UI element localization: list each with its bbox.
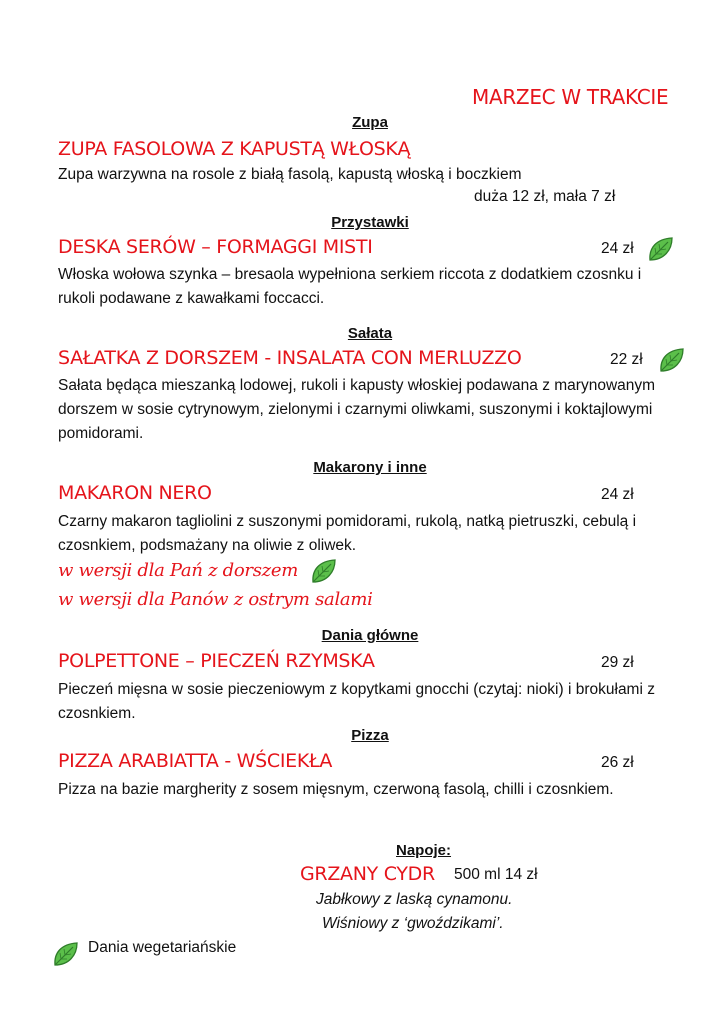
drink-price: 500 ml 14 zł [454, 866, 538, 883]
leaf-icon [310, 557, 338, 585]
dish-name-salad: SAŁATKA Z DORSZEM - INSALATA CON MERLUZZO [58, 347, 522, 369]
drink-name: GRZANY CYDR [300, 863, 435, 885]
category-pasta: Makarony i inne [313, 459, 427, 476]
drink-variant-2: Wiśniowy z ‘gwoździkami’. [322, 915, 504, 932]
dish-description-pizza: Pizza na bazie margherity z sosem mięsnym, czerwoną fasolą, chilli i czosnkiem. [58, 781, 614, 798]
dish-price-mains: 29 zł [601, 654, 634, 671]
dish-price-salad: 22 zł [610, 351, 643, 368]
category-soup: Zupa [352, 114, 388, 131]
leaf-icon [647, 235, 675, 263]
dish-description-starters: Włoska wołowa szynka – bresaola wypełniona serkiem riccota z dodatkiem czosnku i rukoli podawane z kawałkami foccacci. [58, 266, 642, 307]
dish-price-soup: duża 12 zł, mała 7 zł [474, 188, 616, 205]
category-pizza: Pizza [351, 727, 389, 744]
dish-name-pizza: PIZZA ARABIATTA - WŚCIEKŁA [58, 750, 333, 772]
leaf-icon [658, 346, 686, 374]
dish-price-pizza: 26 zł [601, 754, 634, 771]
dish-description-soup: Zupa warzywna na rosole z białą fasolą, kapustą włoską i boczkiem [58, 166, 522, 183]
category-starters: Przystawki [331, 214, 409, 231]
legend-vegetarian: Dania wegetariańskie [88, 939, 237, 956]
dish-description-mains: Pieczeń mięsna w sosie pieczeniowym z kopytkami gnocchi (czytaj: nioki) i brokułami z czosnkiem. [58, 681, 655, 722]
category-drinks: Napoje: [396, 842, 452, 859]
dish-name-starters: DESKA SERÓW – FORMAGGI MISTI [58, 236, 373, 258]
category-mains: Dania główne [321, 627, 419, 644]
variant-gents: w wersji dla Panów z ostrym salami [58, 589, 373, 610]
dish-description-salad: Sałata będąca mieszanką lodowej, rukoli i kapusty włoskiej podawana z marynowanym dorszem w sosie cytrynowym, zielonymi i czarnymi oliwkami, suszonymi i koktajlowymi pomidorami. [58, 377, 656, 442]
dish-name-soup: ZUPA FASOLOWA Z KAPUSTĄ WŁOSKĄ [58, 138, 411, 160]
dish-price-starters: 24 zł [601, 240, 634, 257]
variant-ladies: w wersji dla Pań z dorszem [58, 560, 298, 581]
dish-description-pasta: Czarny makaron tagliolini z suszonymi pomidorami, rukolą, natką pietruszki, cebulą i czosnkiem, podsmażany na oliwie z oliwek. [58, 513, 637, 554]
dish-name-pasta: MAKARON NERO [58, 482, 212, 504]
drink-variant-1: Jabłkowy z laską cynamonu. [316, 891, 513, 908]
dish-name-mains: POLPETTONE – PIECZEŃ RZYMSKA [58, 650, 375, 672]
page-title: MARZEC W TRAKCIE [472, 85, 669, 109]
category-salad: Sałata [347, 325, 393, 342]
dish-price-pasta: 24 zł [601, 486, 634, 503]
leaf-icon [52, 940, 80, 968]
